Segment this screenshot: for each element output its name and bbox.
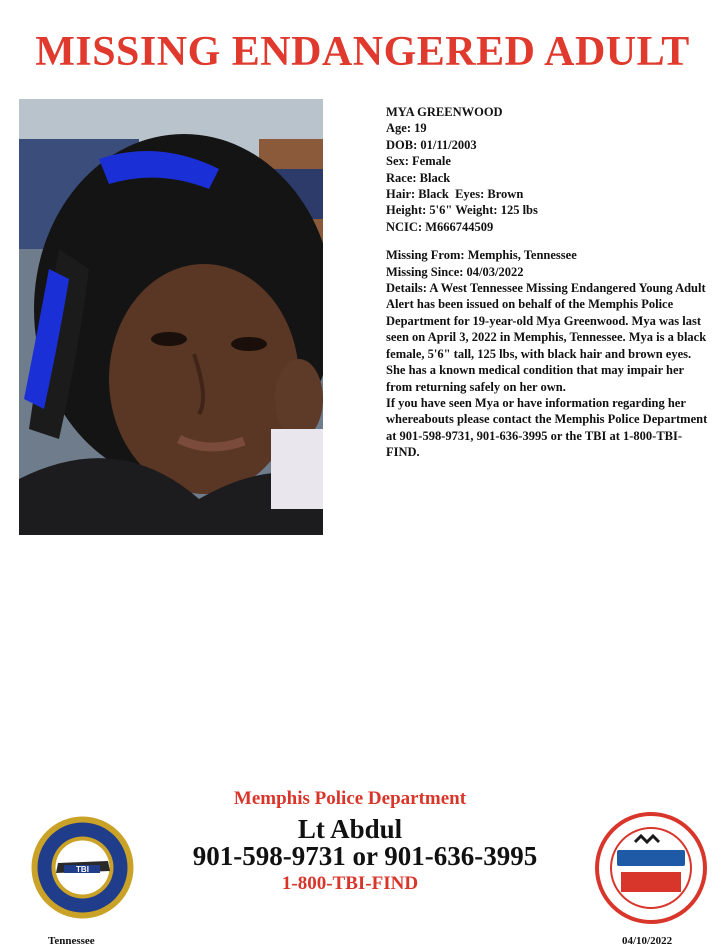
- locater-ncmec-logo: [595, 812, 707, 924]
- person-height-weight: Height: 5'6" Weight: 125 lbs: [386, 203, 538, 218]
- missing-since: Missing Since: 04/03/2022: [386, 264, 524, 279]
- svg-text:TBI: TBI: [76, 865, 89, 874]
- person-age: Age: 19: [386, 121, 427, 136]
- contact-phones: 901-598-9731 or 901-636-3995: [192, 841, 538, 871]
- department-name: Memphis Police Department: [233, 788, 467, 809]
- poster-title: MISSING ENDANGERED ADULT: [35, 29, 690, 75]
- person-hair-eyes: Hair: Black Eyes: Brown: [386, 187, 524, 202]
- person-dob: DOB: 01/11/2003: [386, 137, 477, 152]
- person-ncic: NCIC: M666744509: [386, 219, 494, 234]
- person-info: [386, 104, 712, 461]
- state-label: Tennessee: [48, 935, 95, 947]
- contact-instructions: If you have seen Mya or have information regarding her whereabouts please contact the Memphis Police Department at 901-598-9731, 901-636-3995 or the TBI at 1-800-TBI-FIND.: [386, 395, 708, 460]
- tbi-hotline: 1-800-TBI-FIND: [281, 873, 419, 894]
- missing-person-photo: [19, 99, 323, 535]
- officer-name: Lt Abdul: [297, 814, 403, 844]
- missing-from: Missing From: Memphis, Tennessee: [386, 248, 577, 263]
- person-race: Race: Black: [386, 170, 451, 185]
- person-name: MYA GREENWOOD: [386, 105, 503, 119]
- issue-date: 04/10/2022: [622, 935, 673, 947]
- case-details: Details: A West Tennessee Missing Endangered Young Adult Alert has been issued on behalf of the Memphis Police Department for 19-year-old Mya Greenwood. Mya was last seen on April 3, 2022 in Memphis, Tennessee. Mya is a black female, 5'6" tall, 125 lbs, with black hair and brown eyes. She has a known medical condition that may impair her from returning safely on her own.: [386, 281, 707, 394]
- person-sex: Sex: Female: [386, 154, 451, 169]
